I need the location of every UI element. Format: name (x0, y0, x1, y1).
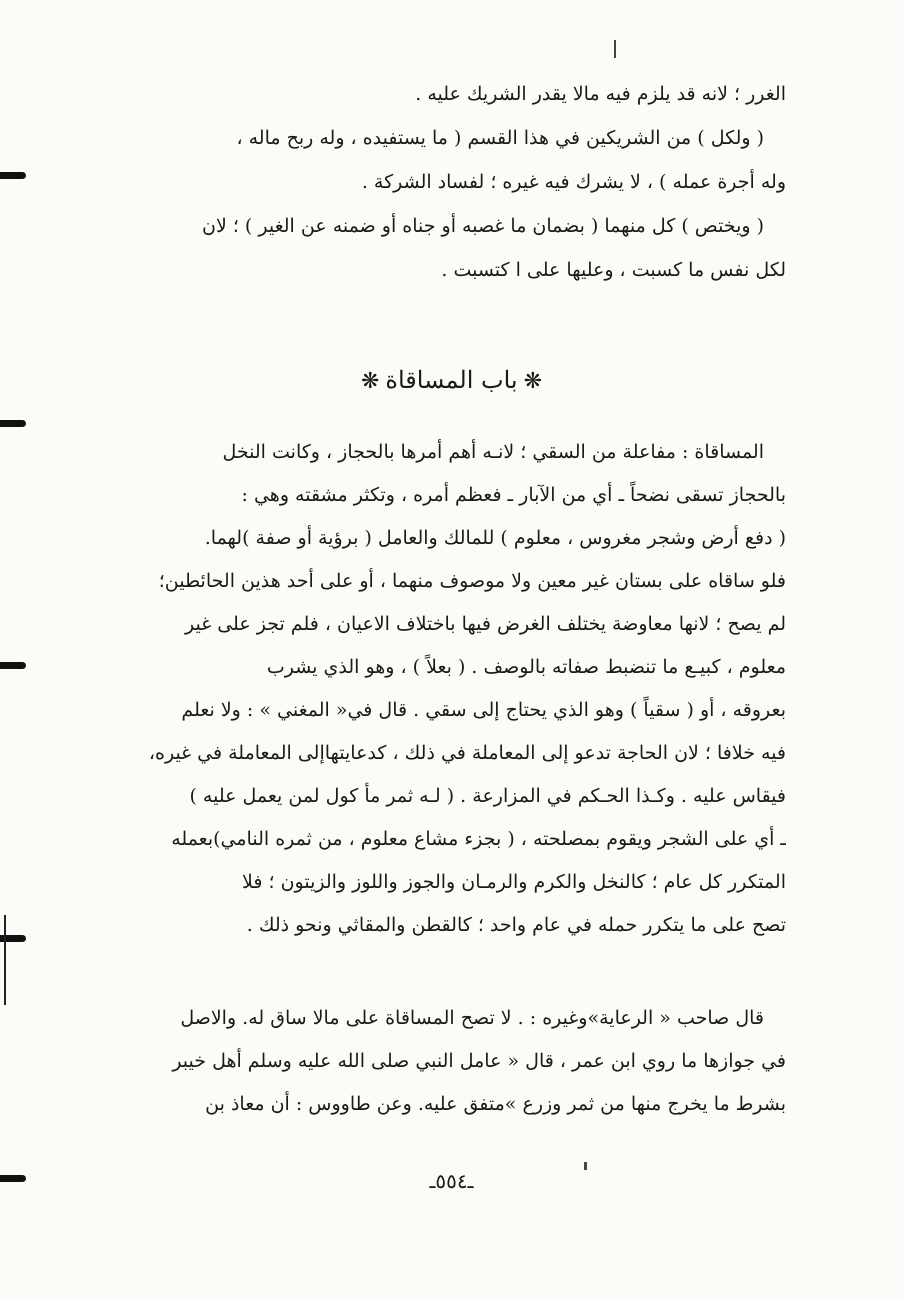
text-line: المساقاة : مفاعلة من السقي ؛ لانـه أهم أمرها بالحجاز ، وكانت النخل (222, 441, 764, 463)
text-line: وله أجرة عمله ) ، لا يشرك فيه غيره ؛ لفساد الشركة . (361, 171, 786, 193)
text-line: تصح على ما يتكرر حمله في عام واحد ؛ كالقطن والمقاثي ونحو ذلك . (246, 914, 786, 936)
text-line: ( ويختص ) كل منهما ( بضمان ما غصبه أو جناه أو ضمنه عن الغير ) ؛ لان (202, 215, 764, 237)
text-line: بالحجاز تسقى نضحاً ـ أي من الآبار ـ فعظم أمره ، وتكثر مشقته وهي : (241, 484, 786, 506)
text-line: معلوم ، كبيـع ما تنضبط صفاته بالوصف . ( بعلاً ) ، وهو الذي يشرب (266, 656, 786, 678)
text-line: ( ولكل ) من الشريكين في هذا القسم ( ما يستفيده ، وله ربح ماله ، (236, 127, 764, 149)
text-line: لم يصح ؛ لانها معاوضة يختلف الغرض فيها باختلاف الاعيان ، فلم تجز على غير (185, 613, 786, 635)
text-line: في جوازها ما روي ابن عمر ، قال « عامل النبي صلى الله عليه وسلم أهل خيبر (172, 1050, 786, 1072)
text-line: قال صاحب « الرعاية»وغيره : . لا تصح المساقاة على مالا ساق له. والاصل (180, 1007, 764, 1029)
text-line: فيه خلافا ؛ لان الحاجة تدعو إلى المعاملة في ذلك ، كدعايتهاإلى المعاملة في غيره، (148, 742, 786, 764)
ornament-icon: ❋ (523, 369, 543, 394)
text-line: ( دفع أرض وشجر مغروس ، معلوم ) للمالك والعامل ( برؤية أو صفة )لهما. (204, 527, 786, 549)
text-line: فلو ساقاه على بستان غير معين ولا موصوف منهما ، أو على أحد هذين الحائطين؛ (158, 570, 786, 592)
text-line: فيقاس عليه . وكـذا الحـكم في المزارعة . ( لـه ثمر مأ كول لمن يعمل عليه ) (189, 785, 786, 807)
scan-speck (614, 40, 616, 58)
paragraph-block-main (118, 436, 786, 941)
text-line: بشرط ما يخرج منها من ثمر وزرع »متفق عليه. وعن طاووس : أن معاذ بن (205, 1093, 786, 1115)
text-line: ـ أي على الشجر ويقوم بمصلحته ، ( بجزء مشاع معلوم ، من ثمره النامي)بعمله (171, 828, 786, 850)
text-line: الغرر ؛ لانه قد يلزم فيه مالا يقدر الشريك عليه . (415, 83, 786, 105)
paragraph-block-top (118, 78, 786, 286)
text-line: لكل نفس ما كسبت ، وعليها على ا كتسبت . (441, 259, 786, 281)
chapter-heading (0, 360, 903, 402)
ornament-icon: ❋ (360, 369, 380, 394)
scan-edge-mark (0, 172, 26, 179)
scan-edge-line (4, 915, 6, 1005)
chapter-title: باب المساقاة (385, 366, 518, 394)
text-line: بعروقه ، أو ( سقياً ) وهو الذي يحتاج إلى سقي . قال في« المغني » : ولا نعلم (181, 699, 786, 721)
scan-edge-mark (0, 662, 26, 669)
scan-edge-mark (0, 420, 26, 427)
paragraph-block-bottom (118, 1002, 786, 1120)
text-line: المتكرر كل عام ؛ كالنخل والكرم والرمـان والجوز واللوز والزيتون ؛ فلا (242, 871, 786, 893)
page-number: ـ٥٥٤ـ (429, 1169, 474, 1193)
